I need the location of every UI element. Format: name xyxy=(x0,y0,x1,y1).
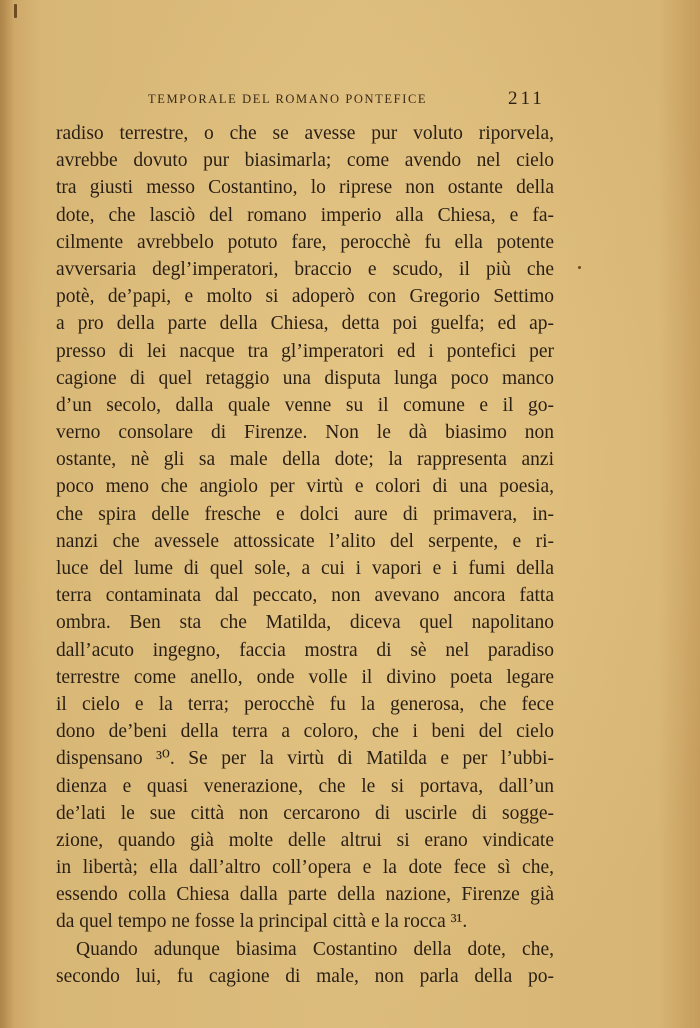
text-line: terrestre come anello, onde volle il divino poeta legare xyxy=(56,666,554,688)
page-number: 211 xyxy=(508,88,545,109)
text-line: dall’acuto ingegno, faccia mostra di sè nel paradiso xyxy=(56,639,554,661)
text-line: il cielo e la terra; perocchè fu la generosa, che fece xyxy=(56,693,554,715)
page-speck xyxy=(578,266,581,269)
page-gutter-shadow xyxy=(0,0,14,1028)
text-line: potè, de’papi, e molto si adoperò con Gregorio Settimo xyxy=(56,286,554,308)
text-line: a pro della parte della Chiesa, detta poi guelfa; ed ap- xyxy=(56,313,554,335)
text-line: nanzi che avessele attossicate l’alito del serpente, e ri- xyxy=(56,530,554,552)
text-line: dienza e quasi venerazione, che le si portava, dall’un xyxy=(56,775,554,797)
text-line: da quel tempo ne fosse la principal città e la rocca ³¹. xyxy=(56,911,468,933)
text-line: ombra. Ben sta che Matilda, diceva quel napolitano xyxy=(56,612,554,634)
text-line: tra giusti messo Costantino, lo riprese non ostante della xyxy=(56,177,554,199)
text-line: zione, quando già molte delle altrui si erano vindicate xyxy=(56,829,554,851)
text-line: dono de’beni della terra a coloro, che i beni del cielo xyxy=(56,721,554,743)
text-line: terra contaminata dal peccato, non avevano ancora fatta xyxy=(56,585,554,607)
text-line: poco meno che angiolo per virtù e colori di una poesia, xyxy=(56,476,554,498)
text-line: ostante, nè gli sa male della dote; la rappresenta anzi xyxy=(56,449,554,471)
text-line: dote, che lasciò del romano imperio alla Chiesa, e fa- xyxy=(56,204,554,226)
text-line: dispensano ³⁰. Se per la virtù di Matilda e per l’ubbi- xyxy=(56,748,554,770)
text-line: cilmente avrebbelo potuto fare, perocchè fu ella potente xyxy=(56,231,554,253)
text-line: che spira delle fresche e dolci aure di primavera, in- xyxy=(56,503,554,525)
text-line: avversaria degl’imperatori, braccio e scudo, il più che xyxy=(56,258,554,280)
text-line: secondo lui, fu cagione di male, non parla della po- xyxy=(56,965,554,987)
text-line: de’lati le sue città non cercarono di uscirle di sogge- xyxy=(56,802,554,824)
text-line: cagione di quel retaggio una disputa lunga poco manco xyxy=(56,367,554,389)
text-line: verno consolare di Firenze. Non le dà biasimo non xyxy=(56,422,554,444)
paragraph-start-line: Quando adunque biasima Costantino della dote, che, xyxy=(76,938,554,960)
text-line: avrebbe dovuto pur biasimarla; come avendo nel cielo xyxy=(56,150,554,172)
body-text xyxy=(56,120,554,990)
text-line: d’un secolo, dalla quale venne su il comune e il go- xyxy=(56,394,554,416)
text-line: luce del lume di quel sole, a cui i vapori e i fumi della xyxy=(56,558,554,579)
running-header: TEMPORALE DEL ROMANO PONTEFICE xyxy=(148,92,428,106)
text-line: in libertà; ella dall’altro coll’opera e la dote fece sì che, xyxy=(56,857,554,879)
text-line: presso di lei nacque tra gl’imperatori ed i pontefici per xyxy=(56,340,554,362)
page-mark xyxy=(14,4,17,18)
text-line: radiso terrestre, o che se avesse pur voluto riporvela, xyxy=(56,123,554,144)
text-line: essendo colla Chiesa dalla parte della nazione, Firenze già xyxy=(56,884,554,906)
